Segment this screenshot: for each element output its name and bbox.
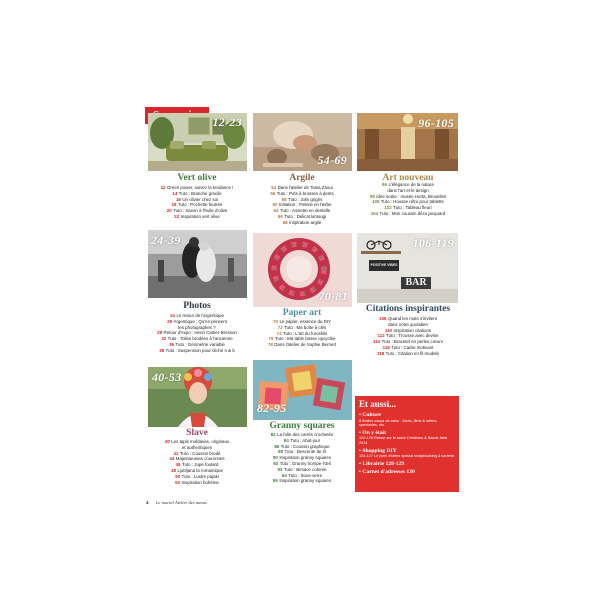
toc-page-number: 68 xyxy=(282,219,288,225)
toc-entry-title: Tuto : Abat-jour xyxy=(290,437,321,443)
art-nouveau-toc xyxy=(357,182,459,217)
toc-entry-title: Tuto : L'art du furoshiki xyxy=(283,330,328,336)
toc-entry-title: Tuto : Besace colorée xyxy=(283,466,327,472)
et-aussi-item-title: • Culture xyxy=(359,412,381,418)
toc-entry-title: Dans l'atelier de Tania Zaoui xyxy=(277,185,333,190)
toc-page-number: 78 xyxy=(267,342,273,348)
toc-entry-title: Retour d'expo : Henri Cartier-Bresson xyxy=(163,330,237,336)
argile-photo xyxy=(253,113,352,171)
toc-entry-title: Tuto : Jupe foulard xyxy=(181,462,219,468)
toc-page-number: 88 xyxy=(278,449,284,455)
slave-toc xyxy=(146,439,248,485)
toc-page-number: 16 xyxy=(175,196,181,202)
toc-page-number: 12 xyxy=(160,185,166,190)
granny-squares-page-range: 82-95 xyxy=(257,401,287,415)
paper-art-title: Paper art xyxy=(282,308,322,318)
toc-page-number: 100 xyxy=(372,199,380,205)
toc-entry-title: Inspiration vert olive xyxy=(180,213,220,219)
art-nouveau-title: Art nouveau xyxy=(382,173,434,183)
toc-entry-title: Tuto : Pochette feutrée xyxy=(177,202,223,208)
page-footer xyxy=(146,500,207,505)
toc-entry-title: Un olivier chez soi xyxy=(182,196,219,202)
toc-page-number: 114 xyxy=(373,339,381,345)
toc-page-number: 64 xyxy=(273,208,279,214)
toc-page-number: 98 xyxy=(369,193,375,199)
toc-page-number: 20 xyxy=(166,208,172,214)
toc-entry-title: dans l'art et le design xyxy=(387,187,429,193)
toc-page-number: 116 xyxy=(382,344,390,350)
magazine-page xyxy=(142,105,462,515)
photos-toc xyxy=(146,313,248,354)
et-aussi-item-desc: 120-125 Retour sur le salon Créations & Savoir-faire 2024 xyxy=(359,436,448,445)
toc-entry-title: Tuto : Ma table basse upcyclée xyxy=(274,336,336,342)
toc-page-number: 48 xyxy=(171,467,176,473)
et-aussi-item-title: • On y était xyxy=(359,429,386,436)
toc-page-number: 36 xyxy=(169,341,174,347)
toc-page-number: 26 xyxy=(167,318,173,324)
toc-entry-title: Tuto : Citation en fil modelé xyxy=(385,350,439,356)
et-aussi-item xyxy=(355,430,459,446)
paper-art-photo xyxy=(253,233,352,307)
photos-photo xyxy=(148,230,247,298)
toc-entry-title: Tuto : Trousse avec devise xyxy=(386,333,439,339)
toc-entry-title: Tuto : Sous-verre xyxy=(288,472,323,478)
toc-entry-title: Le papier, essence du DIY xyxy=(279,319,331,324)
toc-entry-title: Tuto : Cadre motivant xyxy=(391,344,434,350)
toc-entry-title: Tuto : Granny trompe-l'œil xyxy=(279,460,331,466)
toc-page-number: 60 xyxy=(272,202,278,208)
toc-page-number: 38 xyxy=(159,347,165,353)
toc-entry-title: Les tapis moldaves, originaux xyxy=(171,439,230,444)
toc-page-number: 104 xyxy=(370,210,379,216)
et-aussi-box xyxy=(355,396,459,492)
toc-page-number: 76 xyxy=(268,336,274,342)
citations-photo xyxy=(357,233,458,303)
toc-page-number: 102 xyxy=(384,205,392,211)
positive-vibes-sign: POSITIVE VIBES xyxy=(370,263,398,267)
et-aussi-item xyxy=(355,412,459,428)
toc-entry-title: Green power, suivez la tendance ! xyxy=(167,185,234,190)
slave-page-range: 40-53 xyxy=(152,370,182,384)
toc-entry-title: dans notre quotidien xyxy=(388,321,428,327)
toc-entry-title: Inspiration argile xyxy=(289,219,322,225)
toc-entry-title: Majestueuses couronnes xyxy=(175,456,225,462)
slave-photo xyxy=(148,367,247,427)
toc-entry-title: Tuto : Lustre pajaki xyxy=(181,473,219,479)
et-aussi-item xyxy=(355,448,459,459)
toc-entry xyxy=(251,220,353,226)
et-aussi-item-desc: 126-127 Le plein d'idées spécial scrapbooking & carterie xyxy=(359,454,455,459)
toc-page-number: 92 xyxy=(273,460,279,466)
toc-page-number: 118 xyxy=(377,350,385,356)
et-aussi-item-title: • Librairie 128-129 xyxy=(359,460,405,467)
page-number: 4 xyxy=(146,500,149,505)
toc-page-number: 24 xyxy=(170,313,175,318)
toc-page-number: 54 xyxy=(271,185,277,190)
toc-entry xyxy=(146,348,248,354)
toc-page-number: 66 xyxy=(277,213,283,219)
argile-title: Argile xyxy=(289,173,315,183)
toc-entry-title: Tuto : Assiette en dentelle xyxy=(280,208,331,214)
toc-entry-title: Tuto : Pots à brosses à dents xyxy=(276,190,334,196)
toc-page-number: 18 xyxy=(171,202,177,208)
slave-title: Slave xyxy=(186,428,208,438)
toc-entry xyxy=(146,214,248,220)
toc-page-number: 70 xyxy=(273,319,278,324)
toc-page-number: 40 xyxy=(164,439,170,444)
toc-page-number: 28 xyxy=(157,330,163,336)
toc-page-number: 46 xyxy=(175,462,181,468)
toc-page-number: 86 xyxy=(274,443,280,449)
toc-entry xyxy=(357,351,459,357)
toc-entry-title: Idée sortie : musée Horta, Bruxelles xyxy=(376,193,447,199)
toc-page-number: 44 xyxy=(169,456,175,462)
citations-title: Citations inspirantes xyxy=(365,304,451,314)
toc-page-number: 42 xyxy=(173,450,179,456)
toc-entry-title: Tuto : Délicat kintsugi xyxy=(284,213,327,219)
toc-entry-title: Ljubljana la romantique xyxy=(177,467,223,473)
toc-entry-title: Inspiration bohème xyxy=(181,479,219,485)
et-aussi-item-title: • Carnet d'adresses 130 xyxy=(359,469,415,476)
toc-entry-title: Dans l'atelier de Sophie Bernert xyxy=(274,342,337,348)
argile-toc xyxy=(251,185,353,226)
et-aussi-items xyxy=(355,412,459,476)
paper-art-toc xyxy=(251,319,353,348)
toc-page-number: 106 xyxy=(379,316,387,321)
toc-entry-title: Inspiration granny squares xyxy=(279,478,332,484)
toc-entry xyxy=(357,211,459,217)
toc-entry xyxy=(251,478,353,484)
toc-page-number: 72 xyxy=(277,324,283,330)
toc-page-number: 14 xyxy=(172,190,178,196)
toc-entry-title: Tuto : Branche gracile xyxy=(178,190,222,196)
toc-entry-title: Tuto : Géométrie variable xyxy=(175,341,225,347)
photos-title: Photos xyxy=(183,301,211,311)
vert-olive-photo xyxy=(148,113,247,171)
toc-page-number: 110 xyxy=(384,327,392,333)
toc-page-number: 58 xyxy=(281,196,287,202)
vert-olive-toc xyxy=(146,185,248,220)
toc-page-number: 22 xyxy=(174,213,180,219)
toc-page-number: 90 xyxy=(272,455,278,461)
citations-toc xyxy=(357,316,459,357)
toc-page-number: 84 xyxy=(283,437,289,443)
photos-page-range: 24-39 xyxy=(151,233,181,247)
toc-entry-title: Tuto : Descente de lit xyxy=(284,449,326,455)
toc-page-number: 95 xyxy=(272,478,278,484)
toc-entry-title: L'élégance de la nature xyxy=(388,182,434,187)
toc-entry-title: Initiation : Poterie en herbe xyxy=(278,202,332,208)
toc-page-number: 112 xyxy=(377,333,385,339)
toc-entry-title: Quand les mots s'invitent xyxy=(387,316,437,321)
citations-page-range: 106-119 xyxy=(412,236,454,250)
art-nouveau-page-range: 96-105 xyxy=(418,116,454,130)
toc-entry xyxy=(251,342,353,348)
toc-entry-title: et authentiques xyxy=(181,444,213,450)
toc-entry-title: les photographes ? xyxy=(178,324,216,330)
et-aussi-item-desc: 8 étoiles coups de cœur : livres, films & séries, spectacles, etc. xyxy=(359,418,438,428)
toc-page-number: 52 xyxy=(175,479,181,485)
et-aussi-title: Et aussi... xyxy=(359,399,397,409)
granny-squares-toc xyxy=(251,432,353,484)
toc-entry-title: Tuto : Coussin brodé xyxy=(179,450,221,456)
toc-entry-title: Argentique : Qu'en pensent xyxy=(173,318,227,324)
toc-page-number: 96 xyxy=(382,182,387,187)
toc-entry-title: Inspiration citations xyxy=(393,327,432,333)
toc-entry-title: La folie des carrés crochetés xyxy=(277,432,334,437)
toc-entry-title: Tuto : Suspension pour cliché n & b xyxy=(165,347,235,353)
granny-squares-title: Granny squares xyxy=(269,421,335,431)
toc-entry-title: Tuto : Ma boîte à clés xyxy=(284,324,327,330)
vert-olive-page-range: 12-23 xyxy=(212,115,242,129)
toc-entry-title: Le retour de l'argentique xyxy=(176,313,224,318)
magazine-name: Le nouvel Atelier des nanas xyxy=(155,500,207,505)
art-nouveau-photo xyxy=(357,113,458,171)
et-aussi-item-title: • Shopping DIY xyxy=(359,447,397,454)
toc-entry-title: Tuto : Tableau fleuri xyxy=(393,205,432,211)
toc-page-number: 50 xyxy=(175,473,181,479)
toc-page-number: 93 xyxy=(277,466,283,472)
paper-art-page-range: 70-81 xyxy=(318,289,348,303)
toc-entry-title: Tuto : Jolis grigris xyxy=(288,196,323,202)
toc-page-number: 32 xyxy=(161,336,167,342)
toc-entry xyxy=(146,480,248,486)
bar-sign: BAR xyxy=(405,277,427,288)
toc-page-number: 94 xyxy=(281,472,287,478)
toc-entry-title: Tuto : Bracelet en perles cœurs xyxy=(381,339,443,345)
argile-page-range: 54-69 xyxy=(317,153,347,167)
toc-entry-title: Tuto : Toiles brodées à l'ancienne xyxy=(167,336,233,342)
toc-page-number: 74 xyxy=(276,330,282,336)
toc-entry-title: Tuto : Mon coussin déco jacquard xyxy=(379,210,446,216)
toc-page-number: 82 xyxy=(270,432,276,437)
toc-entry-title: Tuto : Savon à l'huile d'olive xyxy=(173,208,228,214)
toc-entry-title: Inspiration granny squares xyxy=(279,455,332,461)
vert-olive-title: Vert olive xyxy=(177,173,217,183)
granny-squares-photo xyxy=(253,360,352,420)
toc-entry-title: Tuto : Housse rétro pour tablette xyxy=(380,199,444,205)
toc-page-number: 56 xyxy=(270,190,276,196)
et-aussi-item xyxy=(355,469,459,476)
et-aussi-item xyxy=(355,461,459,468)
toc-entry-title: Tuto : Coussin graphique xyxy=(280,443,330,449)
